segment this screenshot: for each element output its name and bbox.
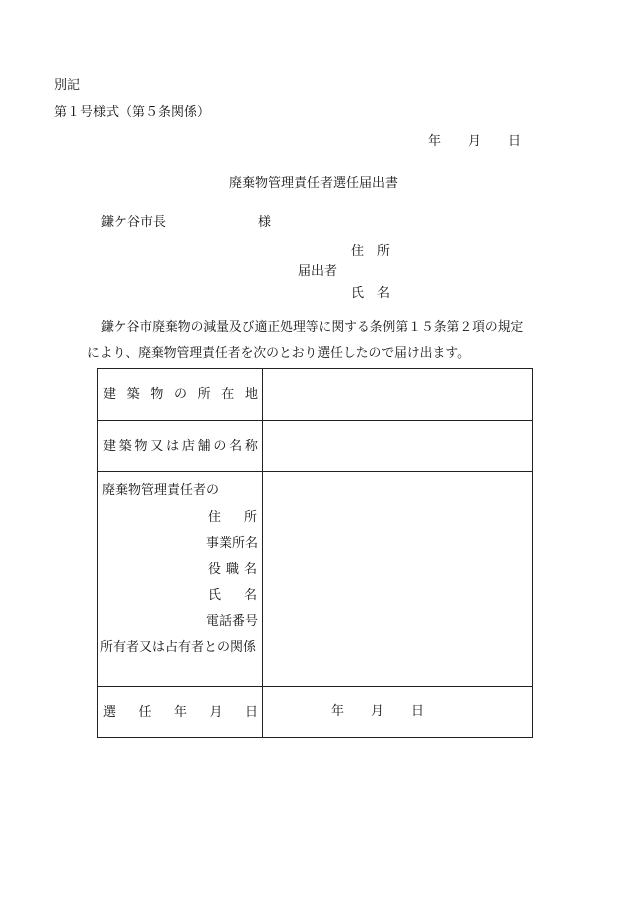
- label-building-location: 建 築 物 の 所 在 地: [98, 369, 263, 421]
- manager-position-label: 役 職 名: [208, 562, 257, 577]
- label-appointment-date: 選 任 年 月 日: [98, 687, 263, 738]
- table-row-manager: [98, 472, 533, 687]
- appointment-year: 年: [331, 704, 345, 719]
- field-appointment-date[interactable]: [263, 687, 533, 738]
- manager-relation-label: 所有者又は占有者との関係: [100, 640, 257, 655]
- appointment-month: 月: [371, 704, 385, 719]
- form-number: 第１号様式（第５条関係）: [54, 105, 211, 120]
- registration-table: [97, 368, 533, 738]
- date-year: 年: [428, 134, 442, 149]
- label-manager-details: [98, 472, 263, 687]
- manager-address-label: 住 所: [208, 510, 257, 525]
- manager-heading: 廃棄物管理責任者の: [102, 483, 220, 498]
- addressee-honorific: 様: [258, 215, 272, 230]
- notifier-label: 届出者: [298, 264, 338, 279]
- table-row-name: [98, 421, 533, 472]
- field-building-or-store-name[interactable]: [263, 421, 533, 472]
- field-manager-details[interactable]: [263, 472, 533, 687]
- date-day: 日: [508, 134, 522, 149]
- manager-name-label: 氏 名: [208, 588, 257, 603]
- date-month: 月: [468, 134, 482, 149]
- field-building-location[interactable]: [263, 369, 533, 421]
- appointment-day: 日: [411, 704, 425, 719]
- addressee-name: 鎌ケ谷市長: [101, 215, 167, 230]
- body-line-1: 鎌ケ谷市廃棄物の減量及び適正処理等に関する条例第１５条第２項の規定: [101, 320, 524, 335]
- notifier-name-label: 氏 名: [351, 286, 390, 301]
- table-row-location: [98, 369, 533, 421]
- annex-label: 別記: [54, 78, 81, 93]
- table-row-date: [98, 687, 533, 738]
- label-building-or-store-name: 建 築 物 又 は 店 舗 の 名 称: [98, 421, 263, 472]
- document-title: 廃棄物管理責任者選任届出書: [229, 176, 399, 191]
- manager-office-label: 事業所名: [206, 536, 259, 551]
- body-line-2: により、廃棄物管理責任者を次のとおり選任したので届け出ます。: [87, 346, 470, 361]
- notifier-address-label: 住 所: [351, 244, 390, 259]
- manager-phone-label: 電話番号: [206, 614, 259, 629]
